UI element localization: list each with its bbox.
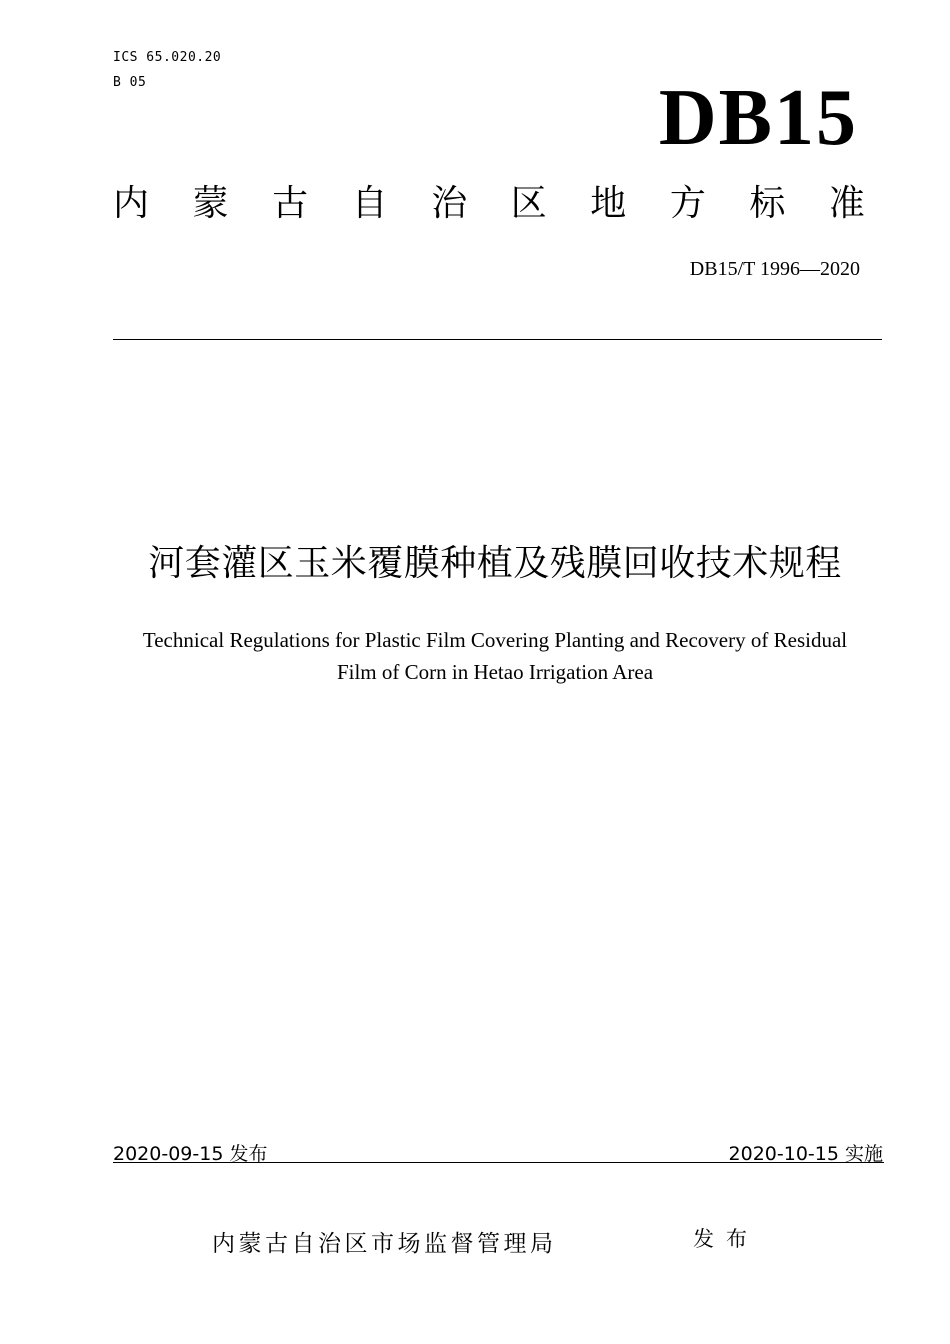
issue-date: 2020-09-15 发布 (113, 1143, 268, 1165)
standard-type-char: 治 (431, 183, 468, 224)
standard-type-char: 蒙 (192, 183, 229, 224)
issue-label: 发布 (693, 1227, 759, 1251)
issuing-authority: 内蒙古自治区市场监督管理局 (212, 1231, 557, 1257)
standard-type-char: 区 (510, 183, 547, 224)
standard-type-char: 方 (669, 183, 706, 224)
implementation-date: 2020-10-15 实施 (728, 1143, 883, 1165)
standard-number: DB15/T 1996—2020 (689, 258, 860, 280)
title-english-line: Film of Corn in Hetao Irrigation Area (336, 660, 654, 684)
title-chinese: 河套灌区玉米覆膜种植及残膜回收技术规程 (148, 543, 842, 584)
date-divider (113, 1162, 884, 1163)
standard-type-char: 准 (828, 183, 865, 224)
standard-type-char: 自 (351, 183, 388, 224)
standard-type-char: 标 (749, 183, 786, 224)
ccs-code: B 05 (113, 75, 147, 90)
standard-type-char: 内 (113, 183, 150, 224)
standard-type-heading (113, 183, 865, 224)
standard-type-char: 古 (272, 183, 309, 224)
title-english (95, 624, 895, 688)
ics-code: ICS 65.020.20 (113, 50, 222, 65)
header-divider (113, 339, 882, 340)
standard-logo: DB15 (658, 74, 858, 162)
title-english-line: Technical Regulations for Plastic Film Covering Planting and Recovery of Residual (142, 628, 848, 652)
standard-type-char: 地 (590, 183, 627, 224)
